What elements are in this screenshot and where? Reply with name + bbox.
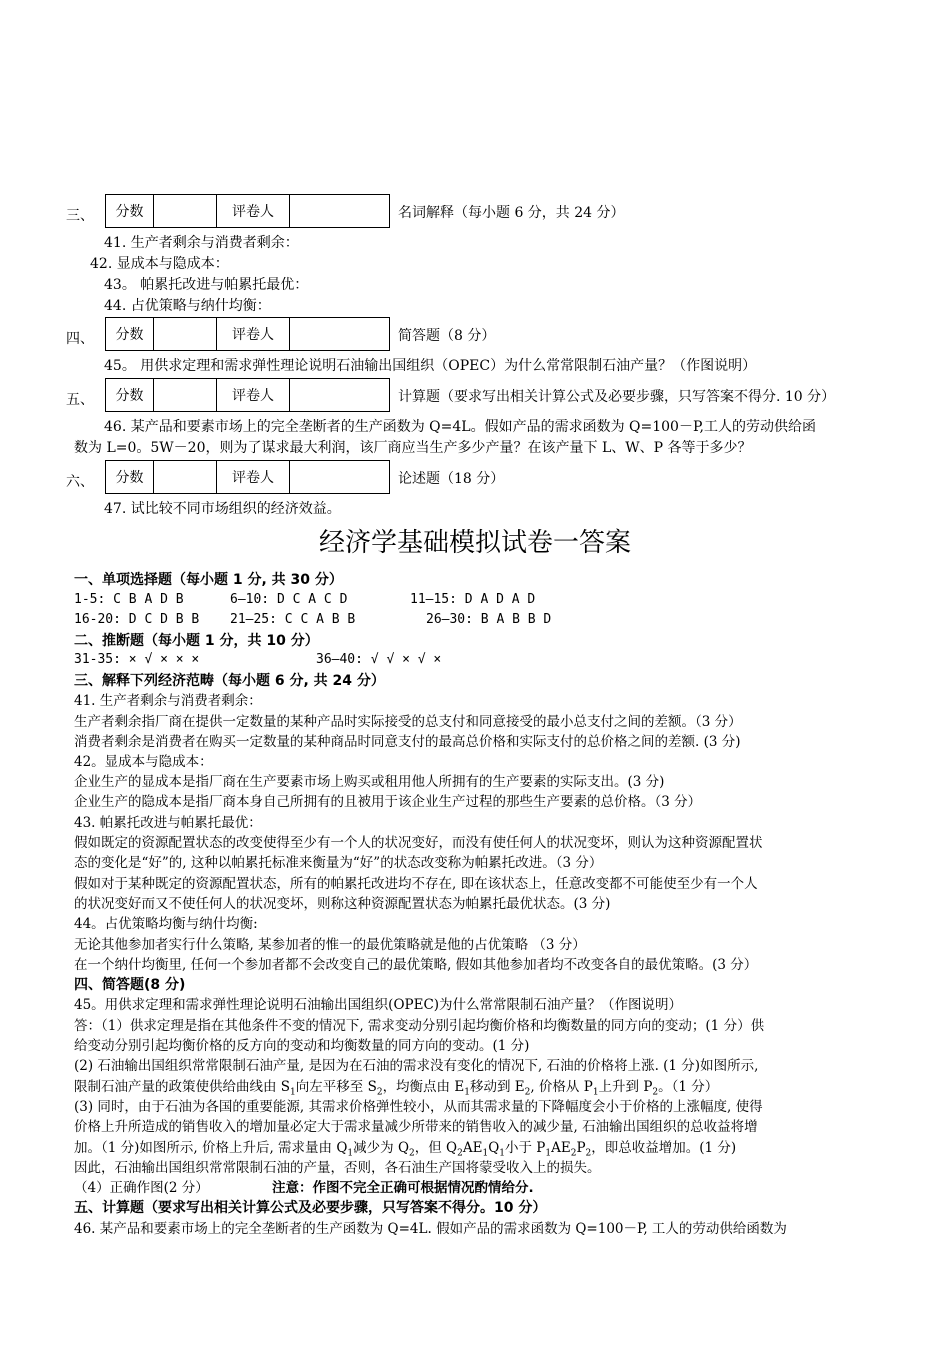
- answer-line: 限制石油产量的政策使供给曲线由 $S_1$向左平移至 $S_2$，均衡点由 $E_1$移动到 $E_2$, 价格从 $P_1$上升到 $P_2$。（1 分）: [74, 1079, 719, 1098]
- grade-table: [105, 194, 390, 228]
- score-box[interactable]: [154, 195, 217, 227]
- answer-heading: 五、计算题（要求写出相关计算公式及必要步骤，只写答案不得分。10 分）: [74, 1200, 547, 1216]
- answer-line: 6—10: D C A C D: [230, 592, 348, 607]
- answer-line: (2) 石油输出国组织常常限制石油产量, 是因为在石油的需求没有变化的情况下, 石油的价格将上涨. (1 分)如图所示,: [74, 1058, 759, 1074]
- answer-heading: 二、推断题（每小题 1 分，共 10 分）: [74, 633, 319, 649]
- grade-table: [105, 378, 390, 412]
- answer-line: 31-35: × √ × × ×: [74, 652, 200, 667]
- answer-line: 因此，石油输出国组织常常限制石油的产量，否则，各石油生产国将蒙受收入上的损失。: [74, 1160, 601, 1176]
- section-heading: 计算题（要求写出相关计算公式及必要步骤，只写答案不得分. 10 分）: [398, 389, 836, 405]
- section-number: 四、: [66, 331, 94, 347]
- answer-line: 企业生产的显成本是指厂商在生产要素市场上购买或租用他人所拥有的生产要素的实际支出。(3 分): [74, 774, 665, 790]
- grader-box[interactable]: [290, 195, 389, 227]
- answer-line: 16-20: D C D B B: [74, 612, 200, 627]
- answer-question: 44。占优策略均衡与纳什均衡:: [74, 916, 258, 932]
- section-number: 五、: [66, 392, 94, 408]
- answer-line: 假如既定的资源配置状态的改变使得至少有一个人的状况变好，而没有使任何人的状况变坏，则认为这种资源配置状: [74, 835, 763, 851]
- answer-line: 态的变化是“好”的, 这种以帕累托标准来衡量为“好”的状态改变称为帕累托改进。（3 分）: [74, 855, 603, 871]
- answer-line: 答：（1）供求定理是指在其他条件不变的情况下, 需求变动分别引起均衡价格和均衡数量的同方向的变动；(1 分）供: [74, 1018, 765, 1034]
- answer-heading: 四、简答题(8 分): [74, 977, 186, 993]
- answer-line: 在一个纳什均衡里, 任何一个参加者都不会改变自己的最优策略, 假如其他参加者均不改变各自的最优策略。(3 分）: [74, 957, 758, 973]
- question: 数为 L=0。5W－20，则为了谋求最大利润，该厂商应当生产多少产量？在该产量下 L、W、P 各等于多少？: [74, 440, 752, 456]
- question: 43。 帕累托改进与帕累托最优：: [104, 277, 309, 293]
- answer-line: (3) 同时，由于石油为各国的重要能源, 其需求价格弹性较小，从而其需求量的下降幅度会小于价格的上涨幅度, 使得: [74, 1099, 763, 1115]
- section-number: 六、: [66, 474, 94, 490]
- answer-line: 无论其他参加者实行什么策略, 某参加者的惟一的最优策略就是他的占优策略 （3 分）: [74, 937, 586, 953]
- answer-line: 1-5: C B A D B: [74, 592, 184, 607]
- grading-note: 注意：作图不完全正确可根据情况酌情给分.: [272, 1180, 534, 1196]
- score-label: 分数: [106, 195, 154, 227]
- answer-line: 加。（1 分)如图所示, 价格上升后, 需求量由 $Q_1$减少为 $Q_2$，但 $Q_2AE_1Q_1$小于 $P_1AE_2P_2$，即总收益增加。(1 分): [74, 1140, 737, 1159]
- grader-label: 评卷人: [217, 379, 290, 411]
- question: 45。 用供求定理和需求弹性理论说明石油输出国组织（OPEC）为什么常常限制石油产量？（作图说明）: [104, 358, 757, 374]
- score-label: 分数: [106, 461, 154, 493]
- score-box[interactable]: [154, 461, 217, 493]
- question: 46. 某产品和要素市场上的完全垄断者的生产函数为 Q=4L。假如产品的需求函数为 Q=100－P,工人的劳动供给函: [104, 419, 816, 435]
- answer-heading: 一、单项选择题（每小题 1 分, 共 30 分）: [74, 572, 343, 588]
- question: 42. 显成本与隐成本：: [90, 256, 229, 272]
- answer-line: 给变动分别引起均衡价格的反方向的变动和均衡数量的同方向的变动。(1 分): [74, 1038, 530, 1054]
- answer-line: 消费者剩余是消费者在购买一定数量的某种商品时同意支付的最高总价格和实际支付的总价格之间的差额. (3 分): [74, 734, 741, 750]
- grader-label: 评卷人: [217, 318, 290, 350]
- answer-line: （4）正确作图(2 分）: [74, 1180, 209, 1196]
- question: 41. 生产者剩余与消费者剩余：: [104, 235, 299, 251]
- section-heading: 论述题（18 分）: [398, 471, 505, 487]
- grader-box[interactable]: [290, 379, 389, 411]
- grade-table: [105, 317, 390, 351]
- section-number: 三、: [66, 208, 94, 224]
- grader-label: 评卷人: [217, 195, 290, 227]
- answer-line: 企业生产的隐成本是指厂商本身自己所拥有的且被用于该企业生产过程的那些生产要素的总价格。（3 分）: [74, 794, 702, 810]
- answer-question: 42。显成本与隐成本：: [74, 754, 213, 770]
- answer-question: 41. 生产者剩余与消费者剩余：: [74, 693, 262, 709]
- grader-box[interactable]: [290, 318, 389, 350]
- answer-line: 11—15: D A D A D: [410, 592, 536, 607]
- answer-line: 假如对于某种既定的资源配置状态，所有的帕累托改进均不存在, 即在该状态上，任意改变都不可能使至少有一个人: [74, 876, 758, 892]
- question: 47. 试比较不同市场组织的经济效益。: [104, 501, 341, 517]
- answer-heading: 三、解释下列经济范畴（每小题 6 分, 共 24 分）: [74, 673, 385, 689]
- answer-line: 的状况变好而又不使任何人的状况变坏，则称这种资源配置状态为帕累托最优状态。(3 分): [74, 896, 611, 912]
- answer-title: 经济学基础模拟试卷一答案: [318, 528, 631, 558]
- answer-question: 43. 帕累托改进与帕累托最优：: [74, 815, 262, 831]
- answer-line: 21—25: C C A B B: [230, 612, 356, 627]
- question: 44. 占优策略与纳什均衡：: [104, 298, 271, 314]
- answer-question: 46. 某产品和要素市场上的完全垄断者的生产函数为 Q=4L. 假如产品的需求函数为 Q=100－P, 工人的劳动供给函数为: [74, 1221, 787, 1237]
- grader-box[interactable]: [290, 461, 389, 493]
- answer-question: 45。用供求定理和需求弹性理论说明石油输出国组织(OPEC)为什么常常限制石油产量？（作图说明）: [74, 997, 683, 1013]
- score-box[interactable]: [154, 379, 217, 411]
- answer-line: 生产者剩余指厂商在提供一定数量的某种产品时实际接受的总支付和同意接受的最小总支付之间的差额。（3 分）: [74, 714, 742, 730]
- answer-line: 36—40: √ √ × √ ×: [316, 652, 442, 667]
- answer-line: 26—30: B A B B D: [426, 612, 552, 627]
- grade-table: [105, 460, 390, 494]
- section-heading: 简答题（8 分）: [398, 328, 496, 344]
- score-label: 分数: [106, 318, 154, 350]
- score-box[interactable]: [154, 318, 217, 350]
- score-label: 分数: [106, 379, 154, 411]
- grader-label: 评卷人: [217, 461, 290, 493]
- answer-line: 价格上升所造成的销售收入的增加量必定大于需求量减少所带来的销售收入的减少量, 石油输出国组织的总收益将增: [74, 1119, 758, 1135]
- section-heading: 名词解释（每小题 6 分，共 24 分）: [398, 205, 625, 221]
